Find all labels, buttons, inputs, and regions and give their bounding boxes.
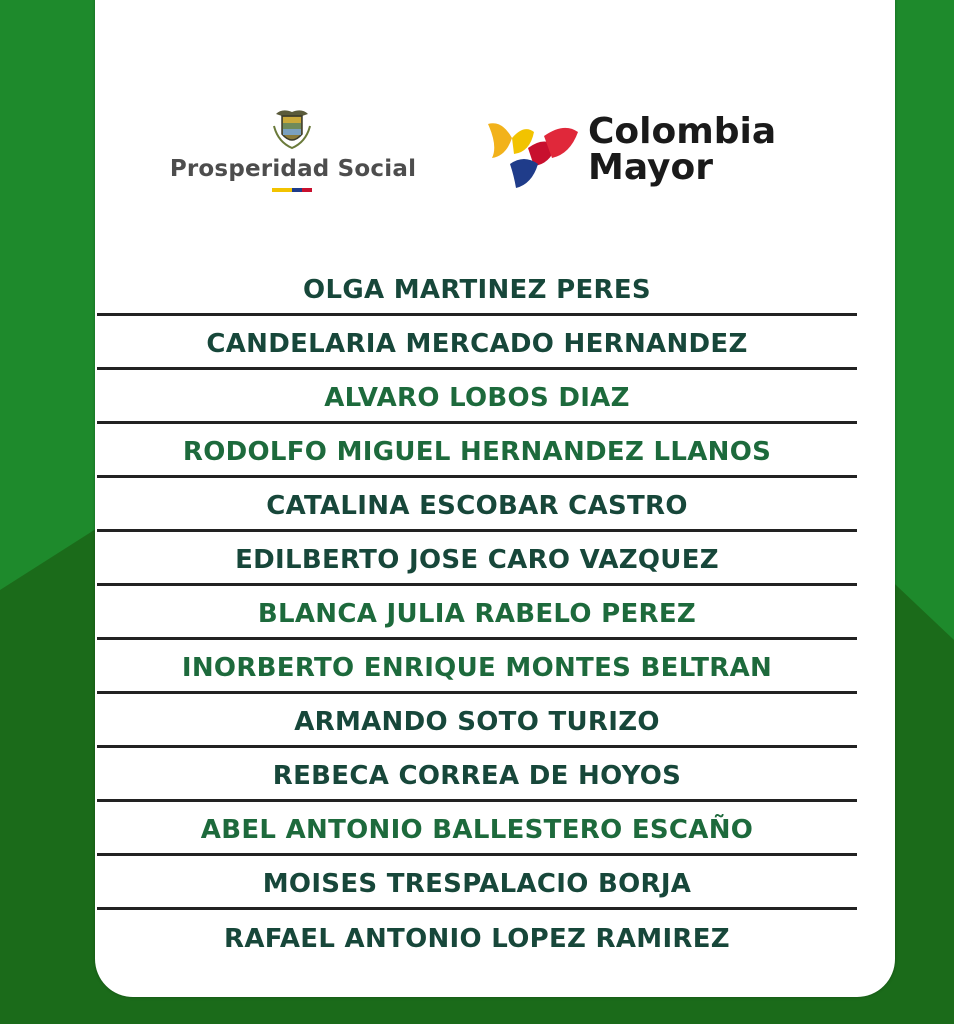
person-name: ABEL ANTONIO BALLESTERO ESCAÑO [200,814,754,845]
list-item [97,802,857,856]
colombia-mayor-logo [484,112,814,202]
colombia-coat-of-arms-icon [272,106,312,152]
list-item [97,478,857,532]
person-name: MOISES TRESPALACIO BORJA [262,868,692,899]
person-name: RAFAEL ANTONIO LOPEZ RAMIREZ [224,924,730,954]
person-name: CANDELARIA MERCADO HERNANDEZ [206,328,748,359]
list-item [97,748,857,802]
person-name: OLGA MARTINEZ PERES [303,274,651,305]
person-name: ARMANDO SOTO TURIZO [294,706,660,737]
person-name: ALVARO LOBOS DIAZ [324,382,630,413]
person-name: REBECA CORREA DE HOYOS [272,760,682,791]
flag-stripe-icon [272,188,312,192]
list-item [97,424,857,478]
list-item [97,640,857,694]
person-name: CATALINA ESCOBAR CASTRO [266,490,688,521]
prosperidad-social-logo [168,106,418,198]
person-name: BLANCA JULIA RABELO PEREZ [257,598,697,629]
colombia-mayor-line2: Mayor [588,147,713,188]
logos-header [0,0,954,230]
person-name: EDILBERTO JOSE CARO VAZQUEZ [235,544,719,575]
butterflies-icon [484,118,584,192]
list-item [97,910,857,964]
list-item [97,532,857,586]
list-item [97,370,857,424]
person-name: RODOLFO MIGUEL HERNANDEZ LLANOS [182,436,772,467]
person-name: INORBERTO ENRIQUE MONTES BELTRAN [181,652,773,683]
prosperidad-social-name: Prosperidad Social [169,156,417,182]
list-item [97,316,857,370]
names-list [97,262,857,964]
list-item [97,856,857,910]
list-item [97,586,857,640]
list-item [97,262,857,316]
colombia-mayor-line1: Colombia [588,111,777,152]
colombia-mayor-wordmark [588,111,818,188]
list-item [97,694,857,748]
